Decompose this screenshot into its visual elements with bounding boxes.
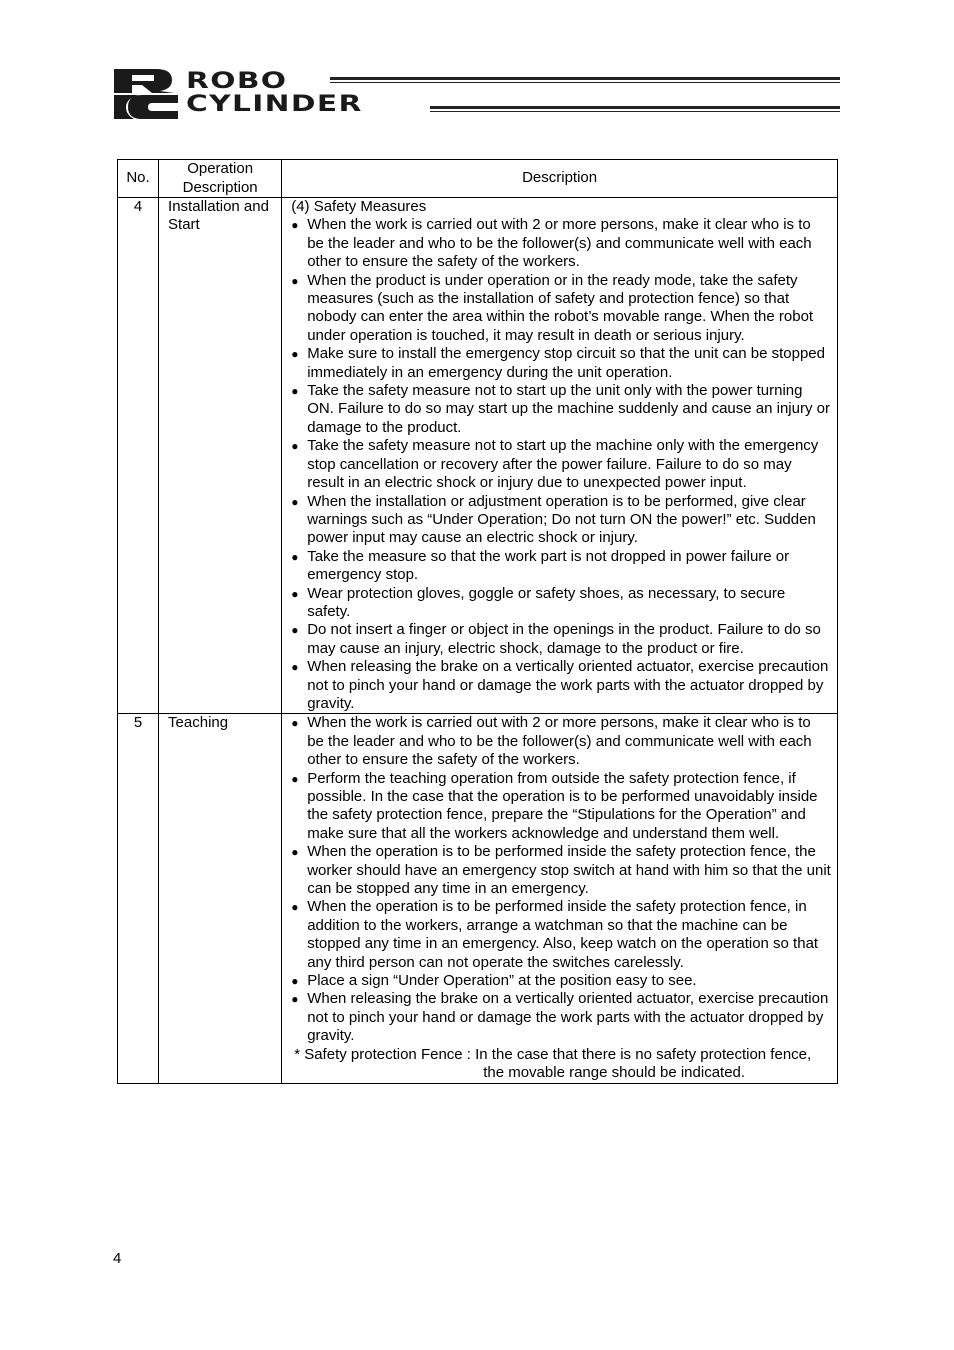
list-item: ● Do not insert a finger or object in the openings in the product. Failure to do so may cause an injury, electric shock, damage to the product or fire.: [291, 621, 821, 657]
bullet-list: [291, 714, 831, 1045]
list-item: ● Wear protection gloves, goggle or safety shoes, as necessary, to secure safety.: [291, 584, 786, 620]
header-description: Description: [282, 160, 838, 198]
logo-word-robo: ROBO: [186, 69, 288, 94]
bullet-icon: ●: [291, 384, 299, 399]
row-number: 4: [118, 198, 159, 714]
table-row: [118, 198, 838, 714]
table-row: [118, 714, 838, 1083]
bullet-icon: ●: [291, 900, 299, 915]
header-no: No.: [118, 160, 159, 198]
bullet-icon: ●: [291, 549, 299, 564]
section-heading: (4) Safety Measures: [291, 198, 427, 215]
list-item: ● When the work is carried out with 2 or more persons, make it clear who is to be the leader and who to be the follower(s) and communicate well with each other to ensure the safety of the workers.: [291, 216, 812, 271]
fence-note-line2: the movable range should be indicated.: [483, 1064, 746, 1082]
list-item: ● When the product is under operation or in the ready mode, take the safety measures (such as the installation of safety and protection fence) so that nobody can enter the area within the robot’s movable range. When the robot under operation is touched, it may result in death or serious injury.: [291, 271, 814, 344]
list-item: ● Place a sign “Under Operation” at the position easy to see.: [291, 972, 697, 990]
bullet-icon: ●: [291, 771, 299, 786]
bullet-icon: ●: [291, 586, 299, 601]
table-header-row: [118, 160, 838, 198]
list-item: ● When the installation or adjustment operation is to be performed, give clear warnings such as “Under Operation; Do not turn ON the power!” etc. Sudden power input may cause an electric shock or injury.: [291, 492, 816, 547]
list-item: ● Perform the teaching operation from outside the safety protection fence, if possible. In the case that the operation is to be performed unavoidably inside the safety protection fence, prepare the “Stipulations for the Operation” and make sure that all the workers acknowledge and understand them well.: [291, 769, 818, 842]
rc-logo-mark-icon: [112, 67, 184, 119]
row-number: 5: [118, 714, 159, 1083]
bullet-icon: ●: [291, 623, 299, 638]
safety-table: [117, 159, 838, 1084]
row-operation: Teaching: [159, 714, 282, 1083]
list-item: ● When releasing the brake on a vertically oriented actuator, exercise precaution not to pinch your hand or damage the work parts with the actuator dropped by gravity.: [291, 658, 829, 712]
bullet-icon: ●: [291, 716, 299, 731]
row-description: [282, 714, 838, 1083]
bullet-icon: ●: [291, 218, 299, 233]
bullet-icon: ●: [291, 845, 299, 860]
bullet-icon: ●: [291, 347, 299, 362]
list-item: ● Take the safety measure not to start up the machine only with the emergency stop cancellation or recovery after the power failure. Failure to do so may result in an electric shock or injury due to unexpected power input.: [291, 437, 819, 492]
robo-cylinder-logo: [112, 67, 842, 121]
header-operation: Operation Description: [159, 160, 282, 198]
row-description: [282, 198, 838, 714]
list-item: ● When the operation is to be performed inside the safety protection fence, in addition to the workers, arrange a watchman so that the machine can be stopped any time in an emergency. Also, keep watch on the operation so that any third person can not operate the switches carelessly.: [291, 898, 819, 971]
list-item: ● When releasing the brake on a vertically oriented actuator, exercise precaution not to pinch your hand or damage the work parts with the actuator dropped by gravity.: [291, 990, 829, 1045]
list-item: ● Take the safety measure not to start up the unit only with the power turning ON. Failure to do so may start up the machine suddenly and cause an injury or damage to the product.: [291, 382, 830, 436]
list-item: ● When the operation is to be performed inside the safety protection fence, the worker should have an emergency stop switch at hand with him so that the unit can be stopped any time in an emergency.: [291, 843, 831, 898]
logo-word-cylinder: CYLINDER: [186, 92, 363, 117]
logo-rule-bottom: [430, 106, 840, 112]
fence-note-line1: * Safety protection Fence : In the case that there is no safety protection fence,: [294, 1045, 812, 1063]
fence-note: [291, 1046, 831, 1083]
list-item: ● Take the measure so that the work part is not dropped in power failure or emergency stop.: [291, 547, 790, 584]
bullet-icon: ●: [291, 992, 299, 1007]
bullet-icon: ●: [291, 660, 299, 675]
bullet-list: [291, 216, 831, 713]
row-operation: Installation and Start: [159, 198, 282, 714]
bullet-icon: ●: [291, 974, 299, 989]
bullet-icon: ●: [291, 494, 299, 509]
bullet-icon: ●: [291, 273, 299, 288]
list-item: ● Make sure to install the emergency stop circuit so that the unit can be stopped immediately in an emergency during the unit operation.: [291, 345, 825, 381]
page-number: 4: [113, 1250, 122, 1267]
bullet-icon: ●: [291, 439, 299, 454]
list-item: ● When the work is carried out with 2 or more persons, make it clear who is to be the leader and who to be the follower(s) and communicate well with each other to ensure the safety of the workers.: [291, 714, 812, 769]
logo-rule-top: [330, 77, 840, 83]
